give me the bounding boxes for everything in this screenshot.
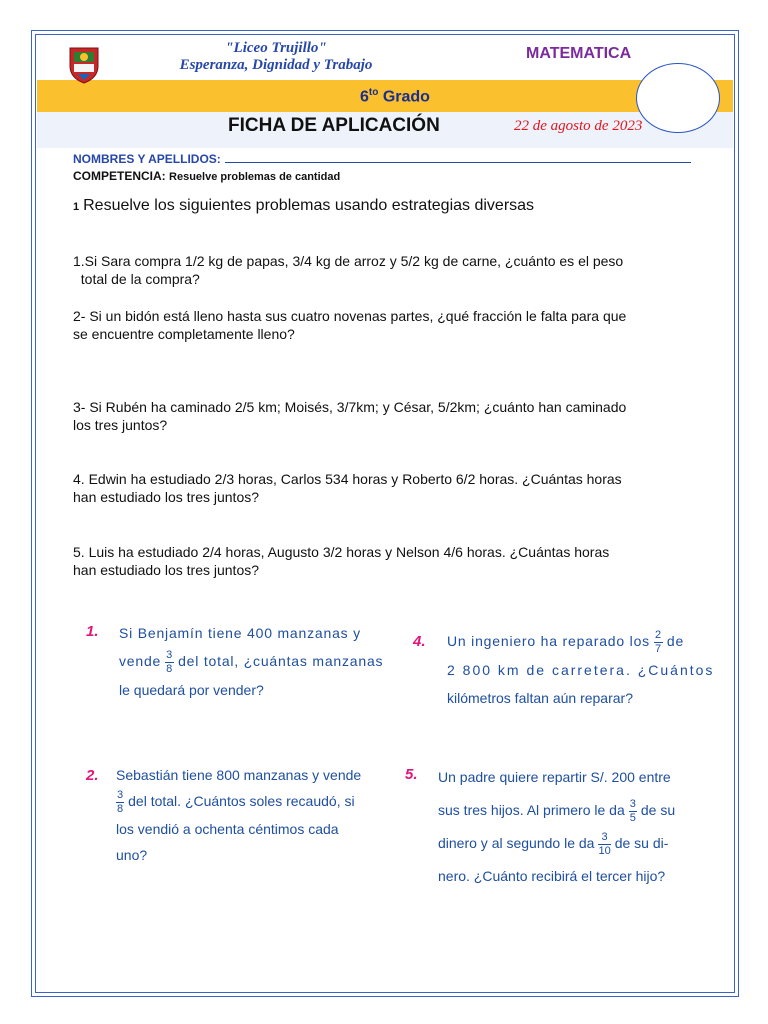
book-text: vende [119,653,162,669]
fraction-denominator: 8 [166,662,174,675]
problem-line: 4. Edwin ha estudiado 2/3 horas, Carlos 534 horas y Roberto 6/2 horas. ¿Cuántas horas [73,471,622,487]
problem-line: 1.Si Sara compra 1/2 kg de papas, 3/4 kg de arroz y 5/2 kg de carne, ¿cuánto es el peso [73,253,624,269]
school-name: "Liceo Trujillo" [225,40,327,56]
problem-line: los tres juntos? [73,417,168,433]
fraction-denominator: 7 [654,642,662,655]
book-problem-4 [447,627,727,712]
fraction [165,649,174,676]
competence-value: Resuelve problemas de cantidad [169,171,341,183]
book-problem-4-number: 4. [413,633,426,650]
problem-3 [73,398,713,434]
fraction-denominator: 8 [117,802,124,815]
fraction [629,798,637,825]
book-line: 2 800 km de carretera. ¿Cuántos [447,661,715,678]
problem-5 [73,543,713,579]
problem-line: total de la compra? [73,271,200,287]
book-line: nero. ¿Cuánto recibirá el tercer hijo? [438,868,666,884]
school-motto: Esperanza, Dignidad y Trabajo [179,57,373,73]
book-problem-1 [119,619,394,704]
book-line: Un padre quiere repartir S/. 200 entre [438,769,671,785]
fraction-numerator: 3 [598,831,610,845]
fraction-numerator: 3 [166,648,174,661]
fraction-numerator: 3 [629,797,636,810]
instruction-text: Resuelve los siguientes problemas usando estrategias diversas [83,197,535,214]
book-text: del total, ¿cuántas manzanas [178,653,384,669]
book-line: kilómetros faltan aún reparar? [447,689,633,706]
book-problem-5 [438,761,728,893]
book-line: los vendió a ochenta céntimos cada [116,820,339,837]
book-problem-5-number: 5. [405,766,418,783]
grade-word: Grado [382,88,430,106]
fraction [598,831,610,858]
grade-number: 6 [360,88,369,106]
problem-line: se encuentre completamente lleno? [73,326,295,342]
date-label: 22 de agosto de 2023 [514,118,643,134]
book-line [447,627,727,656]
problem-line: han estudiado los tres juntos? [73,562,260,578]
problem-line: 3- Si Rubén ha caminado 2/5 km; Moisés, 3/7km; y César, 5/2km; ¿cuánto han caminado [73,399,627,415]
problem-line: 5. Luis ha estudiado 2/4 horas, Augusto 3/2 horas y Nelson 4/6 horas. ¿Cuántas horas [73,544,610,560]
book-line [119,647,394,676]
grade-superscript: to [368,87,379,98]
score-oval [636,63,720,133]
fraction-denominator: 5 [629,811,636,824]
book-line: uno? [116,846,148,863]
fraction [116,789,124,816]
book-line: le quedará por vender? [119,681,264,698]
book-line [438,794,728,827]
competence-row [73,169,340,183]
book-text: Un ingeniero ha reparado los [447,633,650,649]
book-line [116,788,396,816]
book-text: del total. ¿Cuántos soles recaudó, si [128,793,355,809]
school-header [156,40,396,74]
book-line: Si Benjamín tiene 400 manzanas y [119,625,361,641]
subject-label: MATEMATICA [526,45,632,62]
fraction [654,629,663,656]
book-text: de su [640,802,676,818]
book-text: sus tres hijos. Al primero le da [438,802,625,818]
names-label: NOMBRES Y APELLIDOS: [73,152,221,166]
school-crest-icon [68,44,100,84]
problem-line: han estudiado los tres juntos? [73,489,260,505]
book-line [438,827,728,860]
instruction [73,197,534,215]
fraction-numerator: 3 [117,788,124,801]
book-text: de [666,633,685,649]
book-problem-2-number: 2. [86,767,99,784]
names-field[interactable] [73,152,691,166]
book-problem-1-number: 1. [86,623,99,640]
competence-label: COMPETENCIA: [73,169,166,183]
problem-line: 2- Si un bidón está lleno hasta sus cuatro novenas partes, ¿qué fracción le falta para que [73,308,627,324]
book-problem-2 [116,762,396,868]
book-text: dinero y al segundo le da [438,835,595,851]
book-text: de su di- [614,835,669,851]
names-blank-line[interactable] [225,152,691,163]
grade-label [360,87,430,106]
problem-4 [73,470,713,506]
page-title: FICHA DE APLICACIÓN [228,115,440,136]
problem-2 [73,307,713,343]
instruction-number: 1 [73,201,80,213]
book-line: Sebastián tiene 800 manzanas y vende [116,767,362,783]
fraction-numerator: 2 [654,628,662,641]
fraction-denominator: 10 [598,844,611,857]
problem-1 [73,252,713,288]
